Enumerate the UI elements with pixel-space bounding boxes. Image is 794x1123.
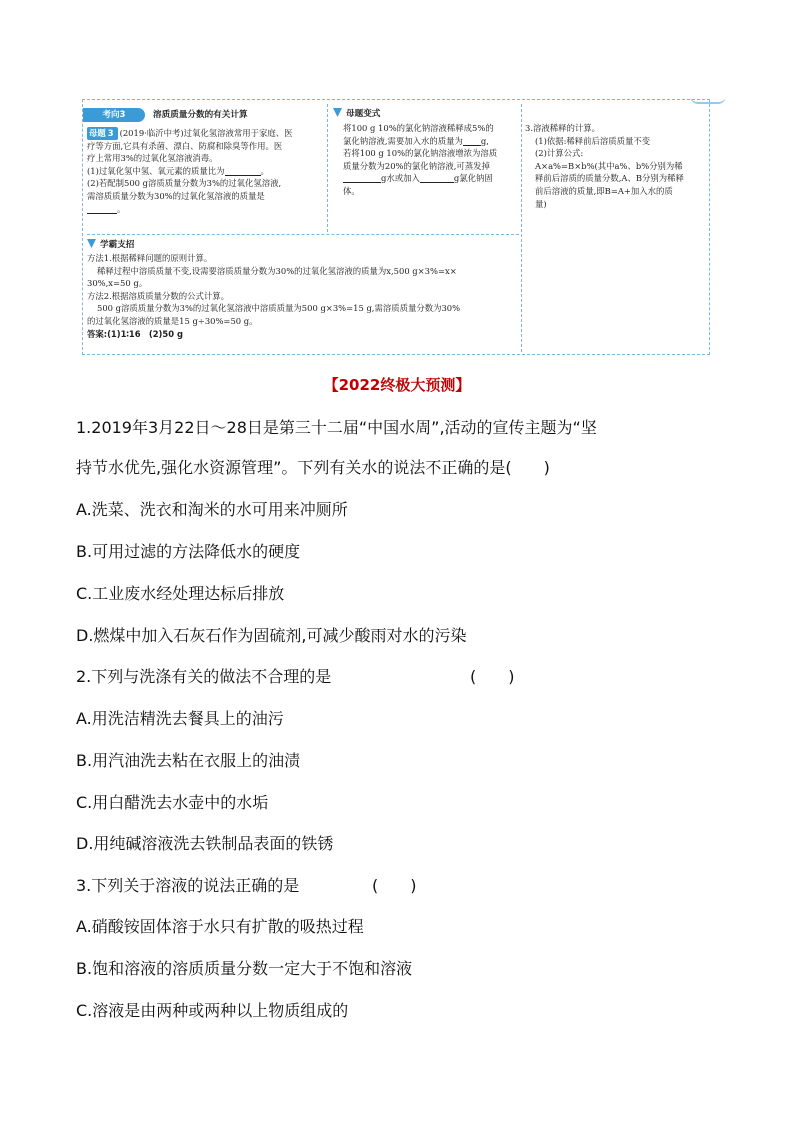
triangle-icon xyxy=(87,239,96,248)
mother-problem-badge: 母题 3 xyxy=(87,127,118,140)
q3-option-b: B.饱和溶液的溶质质量分数一定大于不饱和溶液 xyxy=(76,959,413,978)
tips-line-6: 的过氧化氢溶液的质量是15 g÷30%=50 g。 xyxy=(87,315,258,326)
variant-line-6: 体。 xyxy=(343,185,360,196)
tips-line-2: 稀释过程中溶质质量不变,设需要溶质质量分数为30%的过氧化氢溶液的质量为x,500 g×3%=x× xyxy=(97,265,457,276)
variant-text xyxy=(343,122,519,198)
q3-answer-paren: ( ) xyxy=(372,876,417,895)
tips-line-3: 30%,x=50 g。 xyxy=(87,278,148,289)
section-heading: 【2022终极大预测】 xyxy=(323,376,471,394)
q2-option-a: A.用洗洁精洗去餐具上的油污 xyxy=(76,709,284,728)
q1-line-1: 1.2019年3月22日～28日是第三十二届“中国水周”,活动的宣传主题为“坚 xyxy=(76,418,597,437)
q1-option-c: C.工业废水经处理达标后排放 xyxy=(76,584,285,603)
tips-text xyxy=(87,252,519,340)
variant-blank-2 xyxy=(343,173,381,183)
q3-option-a: A.硝酸铵固体溶于水只有扩散的吸热过程 xyxy=(76,917,364,936)
problem-line-3: 疗上常用3%的过氧化氢溶液消毒。 xyxy=(87,153,218,164)
variant-line-1: 将100 g 10%的氯化钠溶液稀释成5%的 xyxy=(343,123,494,133)
variant-blank-3 xyxy=(420,173,454,183)
answer-blank-1 xyxy=(225,166,261,176)
variant-line-2: 氯化钠溶液,需要加入水的质量为 xyxy=(343,135,463,146)
q3-stem: 3.下列关于溶液的说法正确的是 xyxy=(76,876,300,895)
topic-tag: 考向3 xyxy=(83,108,145,122)
answer-blank-2 xyxy=(87,204,117,214)
variant-line-4: 质量分数为20%的氯化钠溶液,可蒸发掉 xyxy=(343,160,490,171)
problem-line-2: 疗等方面,它具有杀菌、漂白、防腐和除臭等作用。医 xyxy=(87,140,283,151)
q2-stem: 2.下列与洗涤有关的做法不合理的是 xyxy=(76,667,332,686)
right-line-4: A×a%=B×b%(其中a%、b%分别为稀 xyxy=(535,160,683,171)
q2-option-b: B.用汽油洗去粘在衣服上的油渍 xyxy=(76,751,301,770)
q2-answer-paren: ( ) xyxy=(470,667,515,686)
right-line-6: 前后溶液的质量,即B=A+加入水的质 xyxy=(535,185,673,196)
tips-line-1: 方法1.根据稀释问题的原则计算。 xyxy=(87,253,213,263)
triangle-icon xyxy=(333,108,342,117)
problem-line-4: (1)过氧化氢中氢、氧元素的质量比为 xyxy=(87,165,225,176)
problem-line-1: (2019·临沂中考)过氧化氢溶液常用于家庭、医 xyxy=(119,128,293,138)
tips-line-4: 方法2.根据溶质质量分数的公式计算。 xyxy=(87,290,229,301)
tips-line-5: 500 g溶质质量分数为3%的过氧化氢溶液中溶质质量为500 g×3%=15 g,需溶质质量分数为30% xyxy=(97,303,461,314)
variant-line-5a: g水或加入 xyxy=(381,173,420,184)
tips-heading: 学霸支招 xyxy=(87,239,134,251)
dilution-notes xyxy=(525,122,707,210)
variant-blank-1 xyxy=(463,136,481,146)
right-line-2: (1)依据:稀释前后溶质质量不变 xyxy=(535,135,651,146)
variant-heading: 母题变式 xyxy=(333,108,380,120)
q2-option-d: D.用纯碱溶液洗去铁制品表面的铁锈 xyxy=(76,834,334,853)
right-line-7: 量) xyxy=(535,198,547,209)
q1-option-a: A.洗菜、洗衣和淘米的水可用来冲厕所 xyxy=(76,500,348,519)
panel-divider-2 xyxy=(521,104,522,352)
variant-line-3: 若将100 g 10%的氯化钠溶液增浓为溶质 xyxy=(343,148,498,159)
variant-line-2b: g, xyxy=(480,135,489,146)
textbook-panel xyxy=(82,99,710,355)
right-line-3: (2)计算公式: xyxy=(535,148,584,159)
right-line-1: 3.溶液稀释的计算。 xyxy=(525,123,600,133)
variant-line-5b: g氯化钠固 xyxy=(453,173,493,184)
problem-line-5: (2)若配制500 g溶质质量分数为3%的过氧化氢溶液, xyxy=(87,178,282,189)
problem-line-6: 需溶质质量分数为30%的过氧化氢溶液的质量是 xyxy=(87,190,265,201)
panel-divider-1 xyxy=(327,104,328,232)
q1-line-2: 持节水优先,强化水资源管理”。下列有关水的说法不正确的是( ) xyxy=(76,458,550,477)
topic-title: 溶质质量分数的有关计算 xyxy=(153,110,248,120)
q1-option-b: B.可用过滤的方法降低水的硬度 xyxy=(76,542,301,561)
mother-problem: 母题 3 (2019·临沂中考)过氧化氢溶液常用于家庭、医 疗等方面,它具有杀菌、漂白、防腐和除臭等作用。医 疗上常用3%的过氧化氢溶液消毒。 (1)过氧化氢中氢、氧元素的质量比为 。 (2)若配制500 g溶质质量分数为3%的过氧化氢溶液, 需溶质质量分数为30%的过氧化氢溶液的质量是 。 xyxy=(87,127,325,215)
right-line-5: 释前后溶质的质量分数,A、B分别为稀释 xyxy=(535,173,684,184)
q1-option-d: D.燃煤中加入石灰石作为固硫剂,可减少酸雨对水的污染 xyxy=(76,626,467,645)
panel-divider-3 xyxy=(87,234,519,235)
q2-option-c: C.用白醋洗去水壶中的水垢 xyxy=(76,793,269,812)
answer-line: 答案:(1)1∶16 (2)50 g xyxy=(87,328,183,339)
q3-option-c: C.溶液是由两种或两种以上物质组成的 xyxy=(76,1001,349,1020)
